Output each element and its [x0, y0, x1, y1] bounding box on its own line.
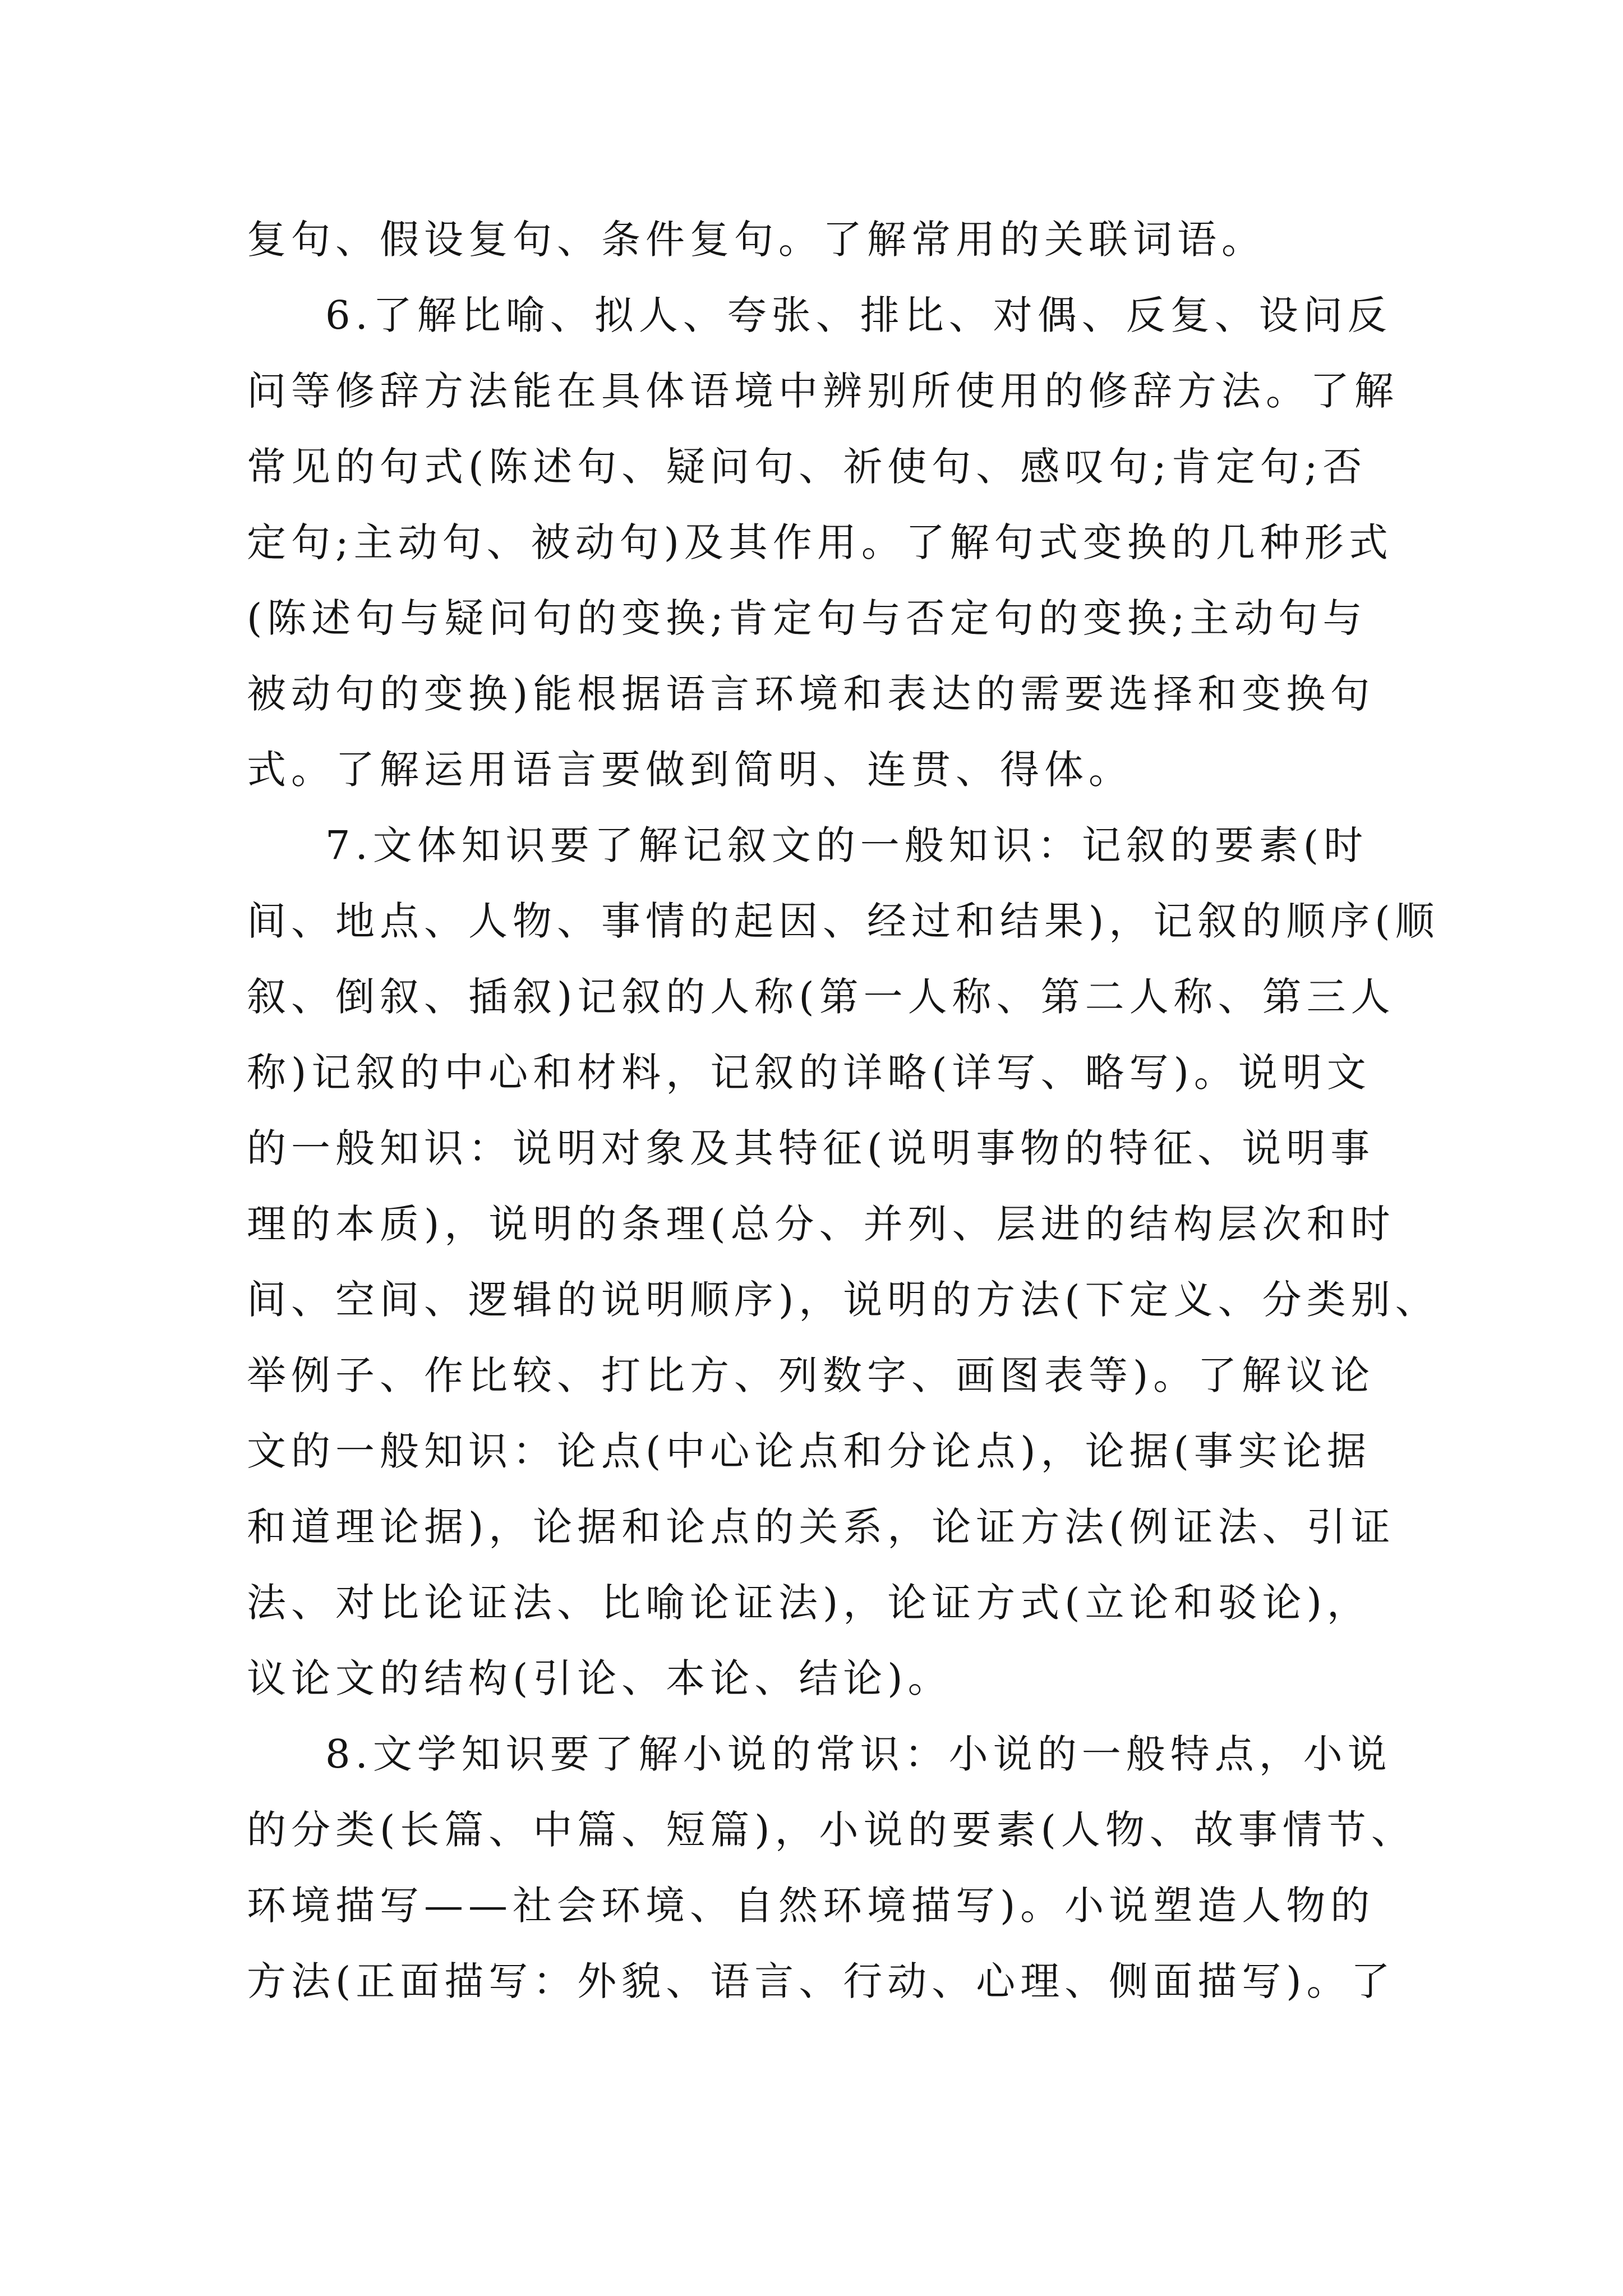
text-line: 定句;主动句、被动句)及其作用。了解句式变换的几种形式 [247, 519, 1393, 565]
text-line: 常见的句式(陈述句、疑问句、祈使句、感叹句;肯定句;否 [247, 444, 1367, 490]
text-line: 方法(正面描写：外貌、语言、行动、心理、侧面描写)。了 [247, 1958, 1395, 2004]
text-line: 理的本质)，说明的条理(总分、并列、层进的结构层次和时 [247, 1201, 1395, 1247]
text-line: 的分类(长篇、中篇、短篇)，小说的要素(人物、故事情节、 [247, 1807, 1415, 1853]
text-line: 间、地点、人物、事情的起因、经过和结果)，记叙的顺序(顺 [247, 898, 1440, 944]
text-line: 举例子、作比较、打比方、列数字、画图表等)。了解议论 [247, 1352, 1375, 1398]
text-line: 议论文的结构(引论、本论、结论)。 [247, 1655, 952, 1701]
text-line: 间、空间、逻辑的说明顺序)，说明的方法(下定义、分类别、 [247, 1277, 1440, 1323]
text-line: (陈述句与疑问句的变换;肯定句与否定句的变换;主动句与 [247, 595, 1367, 641]
text-line: 式。了解运用语言要做到简明、连贯、得体。 [247, 747, 1133, 793]
text-line: 复句、假设复句、条件复句。了解常用的关联词语。 [247, 217, 1266, 263]
text-line: 问等修辞方法能在具体语境中辨别所使用的修辞方法。了解 [247, 368, 1399, 414]
text-line: 文的一般知识：论点(中心论点和分论点)，论据(事实论据 [247, 1428, 1371, 1474]
paragraph-7-start: 7.文体知识要了解记叙文的一般知识：记叙的要素(时 [325, 822, 1368, 868]
text-line: 环境描写——社会环境、自然环境描写)。小说塑造人物的 [247, 1883, 1375, 1929]
text-line: 叙、倒叙、插叙)记叙的人称(第一人称、第二人称、第三人 [247, 974, 1395, 1020]
body-text [247, 202, 1440, 2019]
text-line: 称)记叙的中心和材料，记叙的详略(详写、略写)。说明文 [247, 1050, 1371, 1096]
paragraph-8-start: 8.文学知识要了解小说的常识：小说的一般特点，小说 [325, 1731, 1392, 1777]
paragraph-6-start: 6.了解比喻、拟人、夸张、排比、对偶、反复、设问反 [325, 292, 1392, 338]
text-line: 的一般知识：说明对象及其特征(说明事物的特征、说明事 [247, 1125, 1375, 1171]
text-line: 被动句的变换)能根据语言环境和表达的需要选择和变换句 [247, 671, 1375, 717]
text-line: 和道理论据)，论据和论点的关系，论证方法(例证法、引证 [247, 1504, 1395, 1550]
text-line: 法、对比论证法、比喻论证法)，论证方式(立论和驳论)， [247, 1580, 1371, 1626]
